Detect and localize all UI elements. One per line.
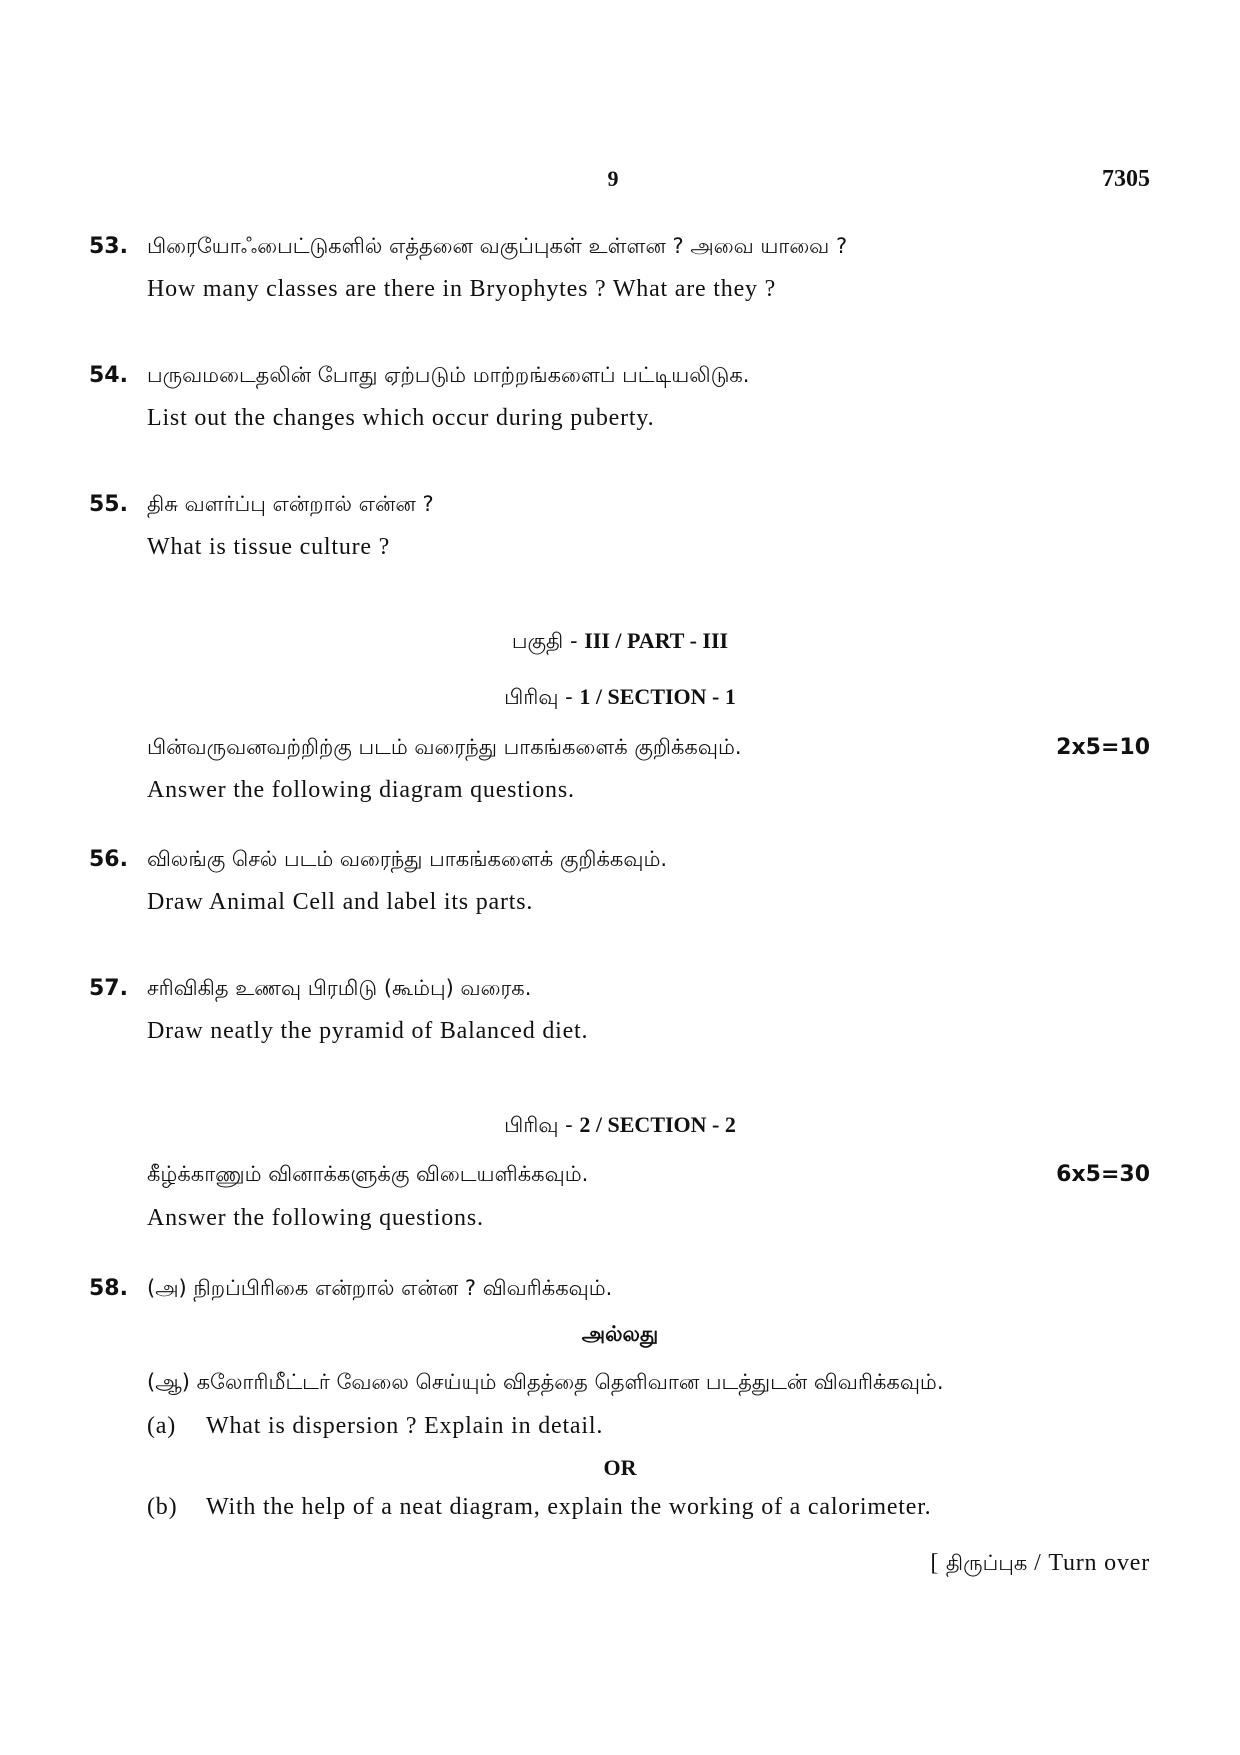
question-english-a: What is dispersion ? Explain in detail. [206, 1413, 604, 1439]
section-heading [0, 1112, 1240, 1140]
question-english-b: With the help of a neat diagram, explain the working of a calorimeter. [206, 1494, 932, 1520]
question-tamil: சரிவிகித உணவு பிரமிடு (கூம்பு) வரைக. [147, 976, 532, 1000]
part-heading-tamil: பகுதி - [511, 629, 585, 653]
option-label-b: (b) [147, 1494, 178, 1520]
section-heading-label: 1 / SECTION - 1 [579, 684, 736, 709]
turn-over-tamil: திருப்புக [945, 1551, 1028, 1575]
turn-over [930, 1550, 1150, 1578]
section-instruction-tamil: கீழ்க்காணும் வினாக்களுக்கு விடையளிக்கவும். [147, 1162, 589, 1186]
question-number: 54. [89, 363, 128, 388]
or-english: OR [603, 1455, 637, 1480]
section-instruction-tamil: பின்வருவனவற்றிற்கு படம் வரைந்து பாகங்களைக் குறிக்கவும். [147, 735, 742, 759]
option-label-a: (a) [147, 1413, 177, 1439]
part-heading-label: III / PART - III [584, 628, 729, 653]
paper-code: 7305 [1102, 166, 1150, 192]
question-tamil: திசு வளர்ப்பு என்றால் என்ன ? [147, 492, 434, 516]
question-english: Draw neatly the pyramid of Balanced diet. [147, 1018, 589, 1044]
question-number: 56. [89, 847, 128, 872]
page-number: 9 [607, 166, 619, 191]
question-tamil-b: (ஆ) கலோரிமீட்டர் வேலை செய்யும் விதத்தை தெளிவான படத்துடன் விவரிக்கவும். [147, 1370, 944, 1394]
question-tamil: பருவமடைதலின் போது ஏற்படும் மாற்றங்களைப் பட்டியலிடுக. [147, 363, 750, 387]
or-tamil: அல்லது [581, 1322, 659, 1346]
section-heading-tamil: பிரிவு - [504, 685, 580, 709]
question-number: 58. [89, 1276, 128, 1301]
section-heading-tamil: பிரிவு - [504, 1113, 580, 1137]
question-english: List out the changes which occur during puberty. [147, 405, 655, 431]
turn-over-bracket: [ [930, 1550, 946, 1576]
section-marks: 6x5=30 [1056, 1162, 1150, 1187]
question-english: What is tissue culture ? [147, 534, 391, 560]
section-instruction-english: Answer the following diagram questions. [147, 777, 575, 803]
question-tamil: விலங்கு செல் படம் வரைந்து பாகங்களைக் குறிக்கவும். [147, 847, 668, 871]
question-tamil-a: (அ) நிறப்பிரிகை என்றால் என்ன ? விவரிக்கவும். [147, 1276, 613, 1300]
section-marks: 2x5=10 [1056, 735, 1150, 760]
section-heading [0, 684, 1240, 712]
question-english: Draw Animal Cell and label its parts. [147, 889, 534, 915]
section-instruction-english: Answer the following questions. [147, 1205, 484, 1231]
question-tamil: பிரையோஃபைட்டுகளில் எத்தனை வகுப்புகள் உள்ளன ? அவை யாவை ? [147, 234, 848, 258]
question-number: 57. [89, 976, 128, 1001]
question-english: How many classes are there in Bryophytes ? What are they ? [147, 276, 777, 302]
question-number: 55. [89, 492, 128, 517]
section-heading-label: 2 / SECTION - 2 [579, 1112, 736, 1137]
turn-over-english: / Turn over [1027, 1550, 1150, 1576]
part-heading [0, 628, 1240, 656]
question-number: 53. [89, 234, 128, 259]
